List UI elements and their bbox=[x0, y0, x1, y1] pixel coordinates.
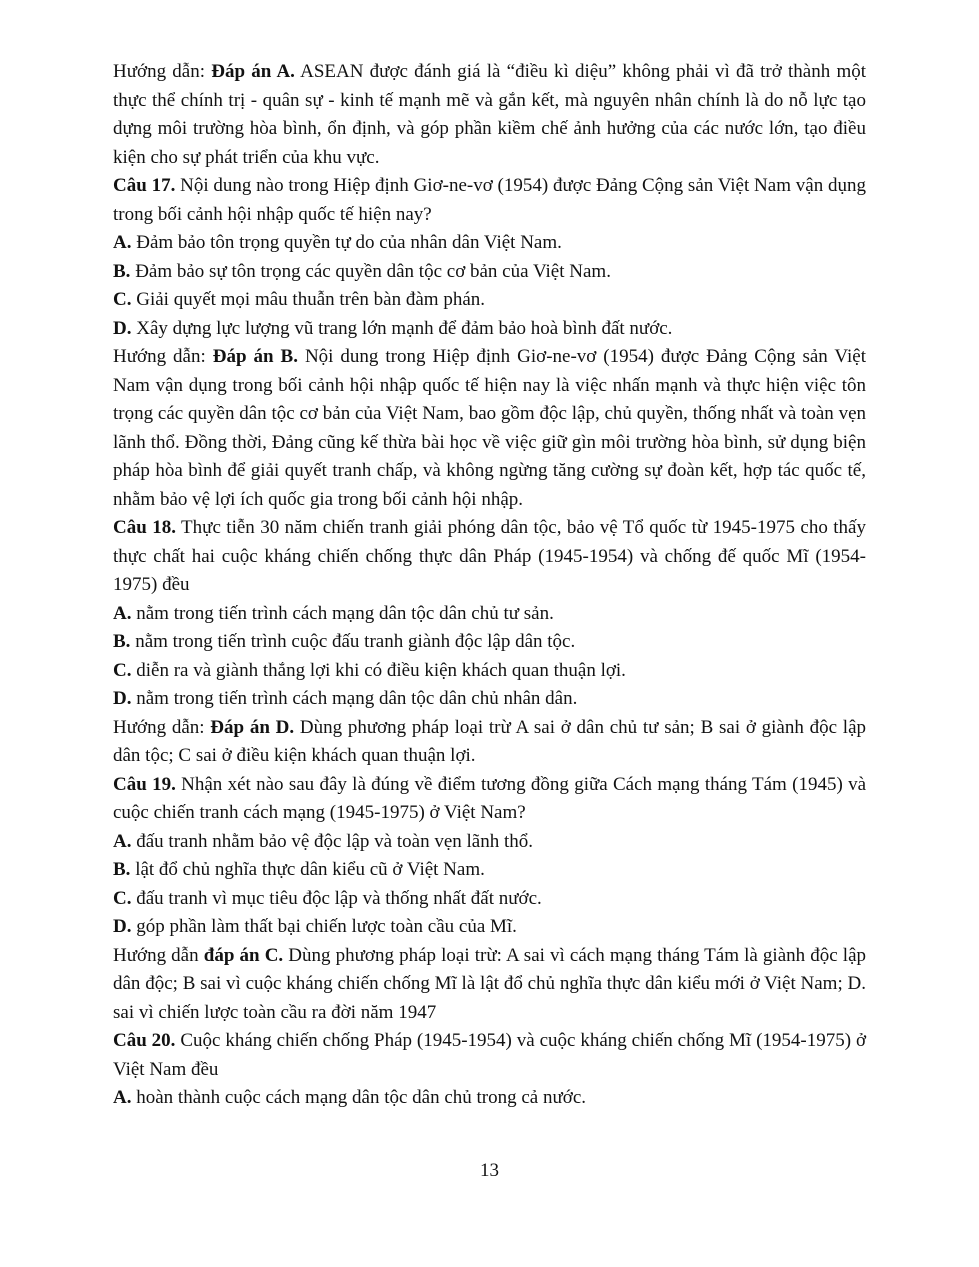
question-17-option-d bbox=[113, 315, 866, 344]
guide-text: Dùng phương pháp loại trừ A sai ở dân chủ tư sản; B sai ở giành độc lập dân tộc; C sai ở điều kiện khách quan thuận lợi. bbox=[113, 716, 867, 766]
option-text: Đảm bảo sự tôn trọng các quyền dân tộc cơ bản của Việt Nam. bbox=[130, 260, 611, 282]
question-18-option-b bbox=[113, 628, 866, 657]
answer-key: Đáp án D. bbox=[210, 716, 295, 738]
option-text: Đảm bảo tôn trọng quyền tự do của nhân dân Việt Nam. bbox=[131, 232, 562, 253]
option-text: nằm trong tiến trình cách mạng dân tộc dân chủ tư sản. bbox=[131, 602, 554, 624]
question-text: Nhận xét nào sau đây là đúng về điểm tương đồng giữa Cách mạng tháng Tám (1945) và cuộc chiến tranh cách mạng (1945-1975) ở Việt Nam? bbox=[113, 773, 866, 823]
question-18-option-a bbox=[113, 600, 866, 629]
option-text: nằm trong tiến trình cuộc đấu tranh giành độc lập dân tộc. bbox=[130, 631, 576, 652]
option-label: C. bbox=[113, 659, 132, 681]
option-text: hoàn thành cuộc cách mạng dân tộc dân chủ trong cả nước. bbox=[131, 1087, 587, 1108]
question-label: Câu 17. bbox=[113, 175, 176, 196]
answer-guide-paragraph bbox=[113, 942, 866, 1028]
question-18-option-d bbox=[113, 685, 866, 714]
question-17-option-b bbox=[113, 258, 866, 287]
question-20-option-a bbox=[113, 1084, 866, 1113]
question-17-option-c bbox=[113, 286, 866, 315]
option-text: lật đổ chủ nghĩa thực dân kiểu cũ ở Việt Nam. bbox=[130, 859, 485, 880]
question-17-option-a bbox=[113, 229, 866, 258]
answer-key: Đáp án A. bbox=[211, 61, 295, 82]
question-text: Thực tiễn 30 năm chiến tranh giải phóng dân tộc, bảo vệ Tổ quốc từ 1945-1975 cho thấy thực chất hai cuộc kháng chiến chống thực dân Pháp (1945-1954) và chống đế quốc Mĩ (1954-1975) đều bbox=[113, 517, 866, 595]
option-label: D. bbox=[113, 916, 132, 937]
option-label: B. bbox=[113, 859, 131, 880]
option-label: B. bbox=[113, 260, 131, 282]
option-label: C. bbox=[113, 289, 132, 310]
question-label: Câu 20. bbox=[113, 1030, 176, 1051]
question-19-option-c bbox=[113, 885, 866, 914]
answer-key: Đáp án B. bbox=[212, 346, 298, 367]
question-text: Nội dung nào trong Hiệp định Giơ-ne-vơ (1954) được Đảng Cộng sản Việt Nam vận dụng trong bối cảnh hội nhập quốc tế hiện nay? bbox=[113, 175, 866, 225]
option-label: A. bbox=[113, 602, 132, 624]
option-text: nằm trong tiến trình cách mạng dân tộc dân chủ nhân dân. bbox=[131, 688, 578, 709]
answer-guide-paragraph bbox=[113, 714, 866, 771]
question-label: Câu 18. bbox=[113, 517, 176, 538]
option-text: diễn ra và giành thắng lợi khi có điều kiện khách quan thuận lợi. bbox=[131, 659, 626, 681]
question-18-stem bbox=[113, 514, 866, 600]
guide-lead: Hướng dẫn: bbox=[113, 716, 211, 738]
guide-lead: Hướng dẫn bbox=[113, 944, 204, 966]
answer-guide-paragraph bbox=[113, 58, 866, 172]
question-19-stem bbox=[113, 771, 866, 828]
guide-text: Dùng phương pháp loại trừ: A sai vì cách mạng tháng Tám là giành độc lập dân độc; B sai vì cuộc kháng chiến chống Mĩ là lật đổ chủ nghĩa thực dân kiểu mới ở Việt Nam; D. sai vì chiến lược toàn cầu ra đời năm 1947 bbox=[113, 944, 867, 1023]
question-text: Cuộc kháng chiến chống Pháp (1945-1954) và cuộc kháng chiến chống Mĩ (1954-1975) ở Việt Nam đều bbox=[113, 1030, 866, 1080]
option-text: đấu tranh vì mục tiêu độc lập và thống nhất đất nước. bbox=[131, 887, 542, 909]
page-number: 13 bbox=[480, 1160, 499, 1181]
guide-lead: Hướng dẫn: bbox=[113, 346, 213, 367]
option-label: A. bbox=[113, 830, 132, 852]
option-label: A. bbox=[113, 1087, 132, 1108]
option-text: Xây dựng lực lượng vũ trang lớn mạnh để đảm bảo hoà bình đất nước. bbox=[131, 317, 673, 339]
page-content bbox=[113, 58, 866, 1113]
option-label: A. bbox=[113, 232, 132, 253]
option-label: B. bbox=[113, 631, 131, 652]
answer-guide-paragraph bbox=[113, 343, 866, 514]
answer-key: đáp án C. bbox=[203, 944, 284, 966]
option-text: đấu tranh nhằm bảo vệ độc lập và toàn vẹn lãnh thổ. bbox=[131, 830, 533, 852]
option-label: C. bbox=[113, 887, 132, 909]
guide-text: ASEAN được đánh giá là “điều kì diệu” không phải vì đã trở thành một thực thể chính trị - quân sự - kinh tế mạnh mẽ và gắn kết, mà nguyên nhân chính là do nỗ lực tạo dựng môi trường hòa bình, ổn định, và góp phần kiềm chế ảnh hưởng của các nước lớn, tạo điều kiện cho sự phát triển của khu vực. bbox=[113, 61, 867, 168]
question-18-option-c bbox=[113, 657, 866, 686]
guide-text: Nội dung trong Hiệp định Giơ-ne-vơ (1954) được Đảng Cộng sản Việt Nam vận dụng trong bối cảnh hội nhập quốc tế hiện nay là việc nhấn mạnh và thực hiện việc tôn trọng các quyền dân tộc cơ bản của Việt Nam, bao gồm độc lập, chủ quyền, thống nhất và toàn vẹn lãnh thổ. Đồng thời, Đảng cũng kế thừa bài học về việc giữ gìn môi trường hòa bình, sử dụng biện pháp hòa bình để giải quyết tranh chấp, và không ngừng tăng cường sự đoàn kết, hợp tác quốc tế, nhằm bảo vệ lợi ích quốc gia trong bối cảnh hội nhập. bbox=[113, 346, 866, 510]
question-20-stem bbox=[113, 1027, 866, 1084]
option-label: D. bbox=[113, 317, 132, 339]
option-text: Giải quyết mọi mâu thuẫn trên bàn đàm phán. bbox=[131, 289, 486, 310]
question-19-option-d bbox=[113, 913, 866, 942]
question-17-stem bbox=[113, 172, 866, 229]
option-label: D. bbox=[113, 688, 132, 709]
question-19-option-a bbox=[113, 828, 866, 857]
guide-lead: Hướng dẫn: bbox=[113, 61, 212, 82]
option-text: góp phần làm thất bại chiến lược toàn cầu của Mĩ. bbox=[131, 916, 517, 937]
question-19-option-b bbox=[113, 856, 866, 885]
question-label: Câu 19. bbox=[113, 773, 176, 795]
